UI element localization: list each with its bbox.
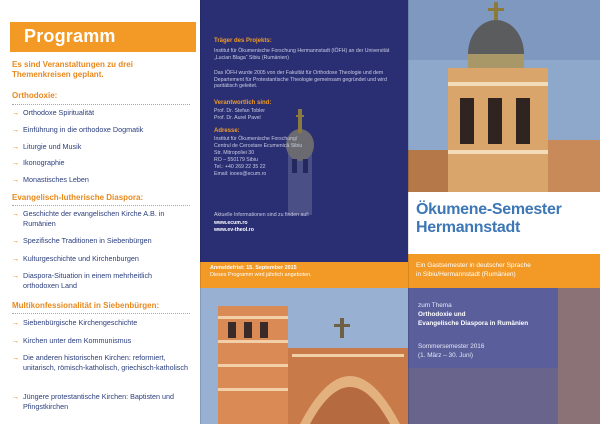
anmeldefrist-note: Dieses Programm wird jährlich angeboten. (210, 272, 312, 278)
traeger-text: Institut für Ökumenische Forschung Hermannstadt (IÖFH) an der Universität „Lucian Blaga“ Sibiu (Rumänien) (214, 48, 390, 61)
program-title: Programm (24, 26, 116, 46)
verantwortlich-2: Prof. Dr. Aurel Pavel (214, 115, 261, 121)
list-item: → Siebenbürgische Kirchengeschichte (12, 318, 138, 327)
arrow-icon: → (12, 125, 20, 134)
program-panel (0, 0, 200, 424)
list-item: → Spezifische Traditionen in Siebenbürgen (12, 236, 152, 245)
list-item: → Diaspora-Situation in einem mehrheitlich orthodoxen Land (12, 271, 153, 290)
arrow-icon: → (12, 236, 20, 245)
cathedral-tower-photo (408, 0, 600, 192)
list-item: → Jüngere protestantische Kirchen: Baptisten und Pfingstkirchen (12, 392, 175, 411)
list-item: → Liturgie und Musik (12, 142, 82, 151)
adresse-line: Institut für Ökumenische Forschung/ (214, 136, 298, 142)
section-divider (12, 205, 190, 206)
adresse-phone: Tel.: +40 269 22 35 22 (214, 164, 266, 170)
traeger-heading: Träger des Projekts: (214, 38, 272, 44)
adresse-line: RO – 550179 Sibiu (214, 157, 258, 163)
cover-subtitle (416, 262, 592, 279)
aktuell-text: Aktuelle Informationen sind zu finden auf: (214, 212, 310, 218)
arrow-icon: → (12, 392, 20, 401)
list-item: → Einführung in die orthodoxe Dogmatik (12, 125, 144, 134)
arrow-icon: → (12, 254, 20, 263)
anmeldefrist-text: Anmeldefrist: 15. September 2015 (210, 265, 297, 271)
arrow-icon: → (12, 336, 20, 345)
adresse-line: Str. Mitropoliei 30 (214, 150, 255, 156)
arrow-icon: → (12, 353, 20, 362)
semester-text: Sommersemester 2016 (418, 343, 485, 350)
info-panel (200, 0, 408, 424)
link-ecum[interactable]: www.ecum.ro (214, 220, 248, 226)
semester-dates: (1. März – 30. Juni) (418, 352, 474, 359)
arrow-icon: → (12, 108, 20, 117)
anmeldefrist-box (210, 265, 400, 279)
list-item: → Die anderen historischen Kirchen: reformiert, unitarisch, römisch-katholisch, griechisch-katholisch (12, 353, 188, 372)
cover-title-line2: Hermannstadt (416, 219, 520, 236)
arrow-icon: → (12, 318, 20, 327)
section-heading-multikonfessionalitaet: Multikonfessionalität in Siebenbürgen: (12, 301, 160, 310)
verantwortlich-1: Prof. Dr. Stefan Tobler (214, 108, 265, 114)
list-item: → Kirchen unter dem Kommunismus (12, 336, 132, 345)
arrow-icon: → (12, 142, 20, 151)
arrow-icon: → (12, 271, 20, 280)
arrow-icon: → (12, 175, 20, 184)
iofh-text: Das IÖFH wurde 2005 von der Fakultät für Orthodoxe Theologie und dem Departement für Protestantische Theologie gemeinsam gegründet und wird paritätisch geleitet. (214, 70, 387, 90)
adresse-email[interactable]: Email: iooes@ecum.ro (214, 171, 267, 177)
cathedral-photo (200, 288, 408, 424)
thema-line2: Evangelische Diaspora in Rumänien (418, 320, 529, 327)
fold-line (200, 0, 201, 424)
cover-title (416, 201, 562, 237)
zum-thema: zum Thema (418, 302, 452, 309)
adresse-line: Centrul de Cercetare Ecumenică Sibiu (214, 143, 303, 149)
list-item: → Monastisches Leben (12, 175, 89, 184)
section-heading-diaspora: Evangelisch-lutherische Diaspora: (12, 193, 144, 202)
cover-subtitle-line1: Ein Gastsemester in deutscher Sprache (416, 262, 531, 269)
arrow-icon: → (12, 158, 20, 167)
list-item: → Ikonographie (12, 158, 65, 167)
cover-title-line1: Ökumene-Semester (416, 201, 562, 218)
fold-line (408, 0, 409, 424)
list-item: → Orthodoxe Spiritualität (12, 108, 95, 117)
section-divider (12, 104, 190, 105)
adresse-heading: Adresse: (214, 128, 240, 134)
cover-panel (408, 0, 600, 424)
arrow-icon: → (12, 209, 20, 218)
section-heading-orthodoxie: Orthodoxie: (12, 91, 58, 100)
program-intro: Es sind Veranstaltungen zu drei Themenkreisen geplant. (12, 60, 133, 79)
verantwortlich-heading: Verantwortlich sind: (214, 100, 272, 106)
thema-line1: Orthodoxie und (418, 311, 466, 318)
cover-subtitle-line2: in Sibiu/Hermannstadt (Rumänien) (416, 270, 516, 278)
list-item: → Kulturgeschichte und Kirchenburgen (12, 254, 139, 263)
list-item: → Geschichte der evangelischen Kirche A.B. in Rumänien (12, 209, 165, 228)
section-divider (12, 313, 190, 314)
link-ev-theol[interactable]: www.ev-theol.ro (214, 227, 254, 233)
